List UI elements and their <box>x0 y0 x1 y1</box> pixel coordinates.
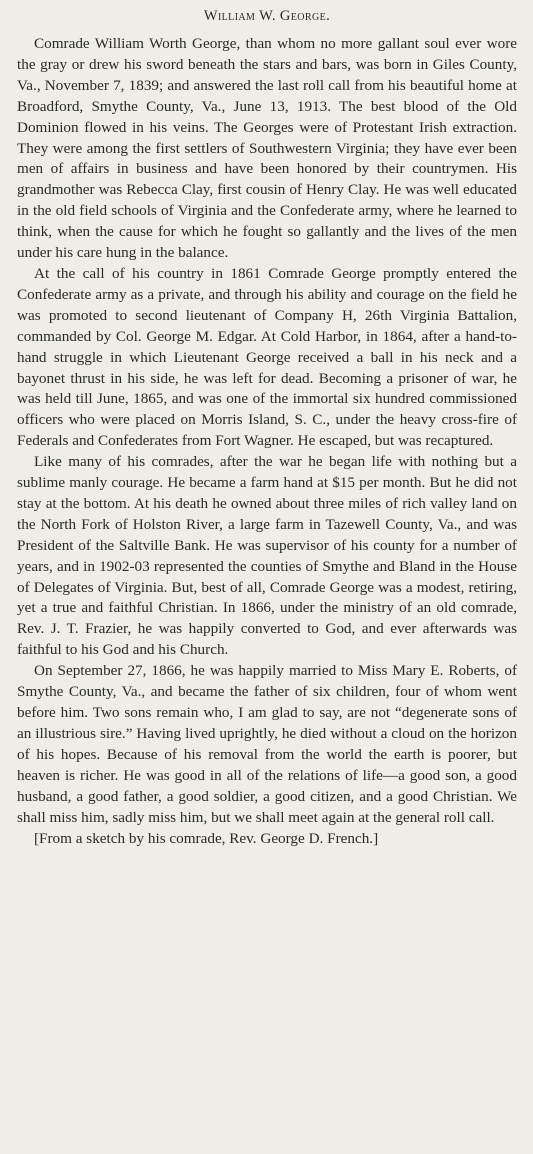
paragraph-family: On September 27, 1866, he was happily married to Miss Mary E. Roberts, of Smythe County, Va., and became the father of six children, four of whom went before him. Two sons remain who, I am glad to say, are not “degenerate sons of an illustrious sire.” Having lived uprightly, he died without a cloud on the horizon of his hopes. Because of his removal from the world the earth is poorer, but heaven is richer. He was good in all of the relations of life—a good son, a good husband, a good father, a good soldier, a good citizen, and a good Christian. We shall miss him, sadly miss him, but we shall meet again at the general roll call. <box>17 662 517 826</box>
article-title: William W. George. <box>203 8 331 24</box>
source-note: [From a sketch by his comrade, Rev. George D. French.] <box>34 830 379 848</box>
paragraph-biography: Comrade William Worth George, than whom no more gallant soul ever wore the gray or drew his sword beneath the stars and bars, was born in Giles County, Va., November 7, 1839; and answered the last roll call from his beautiful home at Broadford, Smythe County, Va., June 13, 1913. The best blood of the Old Dominion flowed in his veins. The Georges were of Protestant Irish extraction. They were among the first settlers of Southwestern Virginia; they have ever been men of affairs in business and have been honored by their countrymen. His grandmother was Rebecca Clay, first cousin of Henry Clay. He was well educated in the old field schools of Virginia and the Confederate army, where he learned to think, when the cause for which he fought so gallantly and the lives of the men under his care hung in the balance. <box>17 35 517 262</box>
paragraph-military-service: At the call of his country in 1861 Comrade George promptly entered the Confederate army as a private, and through his ability and courage on the field he was promoted to second lieutenant of Company H, 26th Virginia Battalion, commanded by Col. George M. Edgar. At Cold Harbor, in 1864, after a hand-to-hand struggle in which Lieutenant George received a ball in his neck and a bayonet thrust in his side, he was left for dead. Becoming a prisoner of war, he was held till June, 1865, and was one of the immortal six hundred commissioned officers who were placed on Morris Island, S. C., under the heavy cross-fire of Federals and Confederates from Fort Wagner. He escaped, but was recaptured. <box>17 264 517 450</box>
paragraph-postwar-life: Like many of his comrades, after the war he began life with nothing but a sublime manly courage. He became a farm hand at $15 per month. But he did not stay at the bottom. At his death he owned about three miles of rich valley land on the North Fork of Holston River, a large farm in Tazewell County, Va., and was President of the Saltville Bank. He was supervisor of his county for a number of years, and in 1902-03 represented the counties of Smythe and Bland in the House of Delegates of Virginia. But, best of all, Comrade George was a modest, retiring, yet a true and faithful Christian. In 1866, under the ministry of an old comrade, Rev. J. T. Frazier, he was happily converted to God, and ever afterwards was faithful to his God and his Church. <box>17 453 517 659</box>
